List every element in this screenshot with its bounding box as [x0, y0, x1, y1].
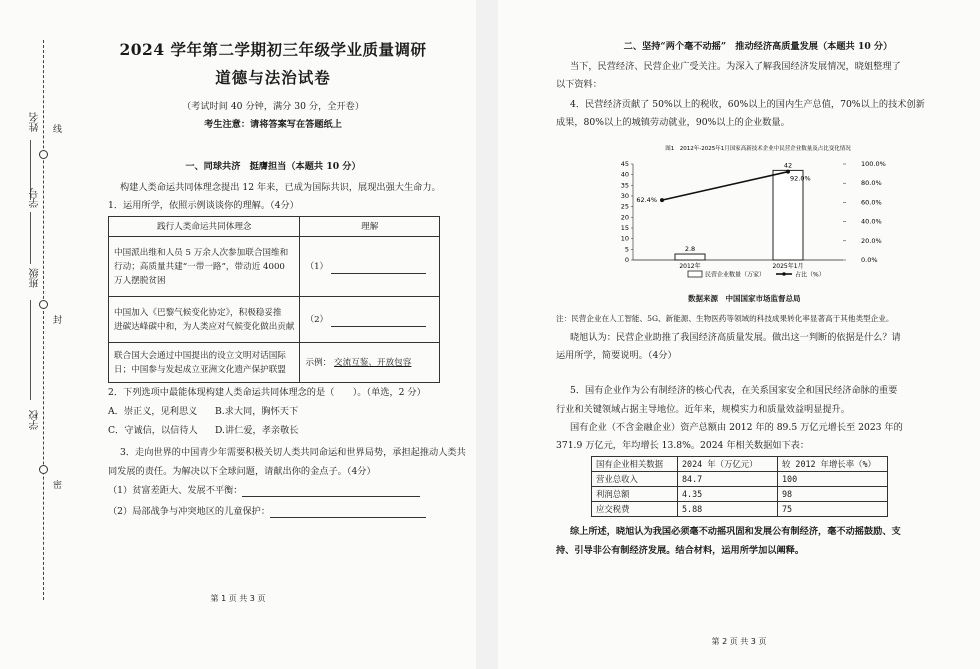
chart-source: 数据来源 中国国家市场监督总局 — [688, 294, 801, 303]
table-row — [109, 297, 440, 343]
table-header: 2024 年（万亿元） — [678, 457, 778, 472]
chart-right-tick-label: 60.0% — [861, 198, 882, 207]
table-cell: 5.88 — [678, 502, 778, 517]
legend-line-marker — [782, 272, 786, 276]
question-3-item-2 — [108, 505, 426, 518]
answer-blank[interactable] — [331, 326, 426, 327]
table-header: 理解 — [300, 217, 440, 237]
chart-left-tick-label: 35 — [620, 181, 629, 190]
chart-line-point — [786, 170, 790, 174]
question-5-line-1: 5．国有企业作为公有制经济的核心代表，在关系国家安全和国民经济命脉的重要 — [570, 385, 898, 396]
binding-class-blank — [30, 300, 31, 400]
exam-notice: 考生注意：请将答案写在答题纸上 — [204, 119, 342, 130]
chart-left-tick-label: 15 — [620, 224, 629, 232]
chart-right-tick-label: 20.0% — [861, 236, 882, 245]
chart-left-tick-label: 20 — [620, 213, 629, 222]
chart-left-tick-label: 5 — [624, 245, 629, 254]
table-cell-line: 万人摆脱贫困 — [114, 275, 166, 286]
table-cell-line: 中国派出维和人员 5 万余人次参加联合国维和 — [114, 247, 289, 258]
table-cell: 84.7 — [678, 472, 778, 487]
table-cell: 98 — [778, 487, 888, 502]
question-4-ask-1: 晓旭认为：民营企业助推了我国经济高质量发展。做出这一判断的依据是什么？请 — [570, 332, 901, 343]
exam-title: 2024 学年第二学期初三年级学业质量调研 — [119, 40, 427, 59]
question-4-line-1: 4．民营经济贡献了 50%以上的税收，60%以上的国内生产总值，70%以上的技术创新 — [570, 99, 925, 110]
section-2-intro-1: 当下，民营经济、民营企业广受关注。为深入了解我国经济发展情况，晓姐整理了 — [570, 61, 901, 72]
example-answer: 交流互鉴、开放包容 — [334, 357, 412, 368]
table-row — [109, 237, 440, 297]
chart-left-tick-label: 30 — [620, 192, 629, 200]
soe-data-table — [591, 456, 888, 517]
question-3-line-2: 同发展的责任。为解决以下全球问题，请献出你的金点子。（4分） — [108, 466, 376, 477]
page-gap — [476, 0, 498, 669]
chart-line-point — [660, 198, 664, 202]
chart-bar — [675, 254, 705, 260]
answer-label: （2） — [305, 314, 329, 325]
question-1-table — [108, 216, 440, 383]
section-2-title: 二、坚持“两个毫不动摇” 推动经济高质量发展（本题共 10 分） — [623, 41, 893, 52]
question-5-line-2: 行业和关键领域占据主导地位。近年来，规模实力和质量效益明显提升。 — [556, 404, 850, 415]
binding-hole — [39, 465, 48, 474]
question-2: 2．下列选项中最能体现构建人类命运共同体理念的是（ ）。（单选，2 分） — [108, 387, 426, 398]
table-header-row — [592, 457, 888, 472]
question-4-line-2: 成果，80%以上的城镇劳动就业，90%以上的企业数量。 — [556, 117, 790, 128]
question-5-line-4: 371.9 万亿元，年均增长 13.8%。2024 年相关数据如下表： — [556, 440, 810, 451]
chart-right-tick-label: 0.0% — [861, 256, 878, 264]
exam-page-2 — [498, 0, 980, 669]
table-cell: 4.35 — [678, 487, 778, 502]
answer-blank[interactable] — [331, 273, 426, 274]
table-header: 践行人类命运共同体理念 — [109, 217, 300, 237]
chart-left-tick-label: 0 — [624, 256, 629, 264]
binding-hole — [39, 300, 48, 309]
option-a[interactable]: A．崇正义，见利思义 — [108, 406, 198, 417]
table-row — [592, 487, 888, 502]
table-row — [109, 343, 440, 383]
table-header: 国有企业相关数据 — [592, 457, 678, 472]
binding-hole — [39, 150, 48, 159]
legend-bar-swatch — [688, 271, 702, 277]
section-1-title: 一、同球共济 挺膺担当（本题共 10 分） — [185, 161, 361, 172]
section-1-intro: 构建人类命运共同体理念提出 12 年来，已成为国际共识，展现出强大生命力。 — [120, 182, 441, 193]
table-cell-line: 联合国大会通过中国提出的设立文明对话国际 — [114, 350, 286, 361]
chart-left-tick-label: 10 — [620, 234, 629, 243]
chart-right-tick-label: 100.0% — [861, 160, 886, 168]
chart-left-tick-label: 25 — [620, 202, 629, 211]
answer-blank[interactable] — [242, 496, 420, 497]
chart-line-value-label: 62.4% — [636, 196, 657, 205]
chart-bar-value-label: 2.8 — [684, 245, 696, 254]
table-cell-line: 行动；高质量共建“一带一路”，带动近 4000 — [114, 261, 285, 272]
section-2-intro-2: 以下资料： — [556, 79, 602, 90]
exam-page-1 — [0, 0, 476, 669]
chart-left-tick-label: 45 — [620, 160, 629, 168]
chart-legend — [688, 271, 825, 279]
chart-category-label: 2025年1月 — [772, 263, 804, 270]
binding-dashed-line — [43, 40, 44, 600]
chart-title: 图1 2012年-2025年1月国家高新技术企业中民营企业数量及占比变化情况 — [665, 146, 851, 152]
table-cell: 100 — [778, 472, 888, 487]
question-3-item-2-label: （2）局部战争与冲突地区的儿童保护： — [108, 506, 271, 517]
example-label: 示例： — [305, 357, 332, 368]
binding-label-class: 班级 — [30, 268, 41, 288]
binding-label-school: 学校 — [30, 410, 41, 430]
chart-right-axis — [843, 160, 886, 264]
page-1-footer: 第 1 页 共 3 页 — [210, 594, 266, 603]
table-cell: 利润总额 — [592, 487, 678, 502]
table-header: 较 2012 年增长率（%） — [778, 457, 888, 472]
binding-id-blank — [30, 212, 31, 264]
binding-word-line: 线 — [51, 124, 61, 133]
chart-line-series — [662, 172, 788, 200]
chart-right-tick-label: 40.0% — [861, 217, 882, 226]
chart-bar-value-label: 42 — [783, 161, 793, 170]
option-d[interactable]: D.讲仁爱，孝亲敬长 — [215, 425, 299, 436]
conclusion-line-1: 综上所述，晓旭认为我国必须毫不动摇巩固和发展公有制经济，毫不动摇鼓励、支 — [570, 526, 901, 537]
chart-left-tick-label: 40 — [620, 170, 629, 179]
table-cell: 75 — [778, 502, 888, 517]
table-cell: 营业总收入 — [592, 472, 678, 487]
answer-label: （1） — [305, 261, 329, 272]
question-1: 1．运用所学，依照示例谈谈你的理解。（4分） — [108, 200, 299, 211]
chart-bar — [773, 170, 803, 260]
chart-category-label: 2012年 — [679, 263, 701, 270]
question-3-item-1 — [108, 484, 420, 497]
binding-label-id: 学号 — [30, 188, 41, 208]
legend-bar-label: 民营企业数量（万家） — [705, 271, 766, 279]
binding-word-secret: 密 — [51, 480, 61, 489]
table-row — [592, 502, 888, 517]
conclusion-line-2: 持、引导非公有制经济发展。结合材料，运用所学加以阐释。 — [556, 545, 805, 556]
exam-info: （考试时间 40 分钟，满分 30 分，全开卷） — [181, 101, 365, 112]
chart-note: 注：民营企业在人工智能、5G、新能源、生物医药等领域的科技成果转化率显著高于其他类型企业。 — [556, 314, 894, 323]
table-cell-line: 中国加入《巴黎气候变化协定》，积极稳妥推 — [114, 307, 282, 318]
chart-right-tick-label: 80.0% — [861, 179, 882, 188]
question-3-line-1: 3．走向世界的中国青少年需要积极关切人类共同命运和世界局势，承担起推动人类共 — [120, 447, 466, 458]
table-cell: 应交税费 — [592, 502, 678, 517]
exam-subtitle: 道德与法治试卷 — [215, 68, 331, 87]
binding-label-name: 姓名 — [30, 112, 41, 132]
question-4-ask-2: 运用所学，简要说明。（4分） — [556, 350, 677, 361]
option-b[interactable]: B.求大同，胸怀天下 — [215, 406, 299, 417]
question-3-item-1-label: （1）贫富差距大、发展不平衡： — [108, 485, 243, 496]
legend-line-label: 占比（%） — [795, 271, 825, 279]
chart-line-value-label: 92.0% — [790, 174, 811, 183]
page-2-footer: 第 2 页 共 3 页 — [711, 637, 767, 646]
answer-blank[interactable] — [270, 517, 426, 518]
chart-left-axis — [621, 160, 633, 264]
enterprise-chart — [578, 140, 938, 300]
table-row — [592, 472, 888, 487]
table-cell-line: 进碳达峰碳中和，为人类应对气候变化做出贡献 — [114, 321, 295, 332]
option-c[interactable]: C．守诚信，以信待人 — [108, 425, 198, 436]
question-5-line-3: 国有企业（不含金融企业）资产总额由 2012 年的 89.5 万亿元增长至 2023 年的 — [570, 422, 903, 433]
binding-word-seal: 封 — [51, 315, 61, 324]
table-cell-line: 日；中国参与发起成立亚洲文化遗产保护联盟 — [114, 364, 286, 375]
